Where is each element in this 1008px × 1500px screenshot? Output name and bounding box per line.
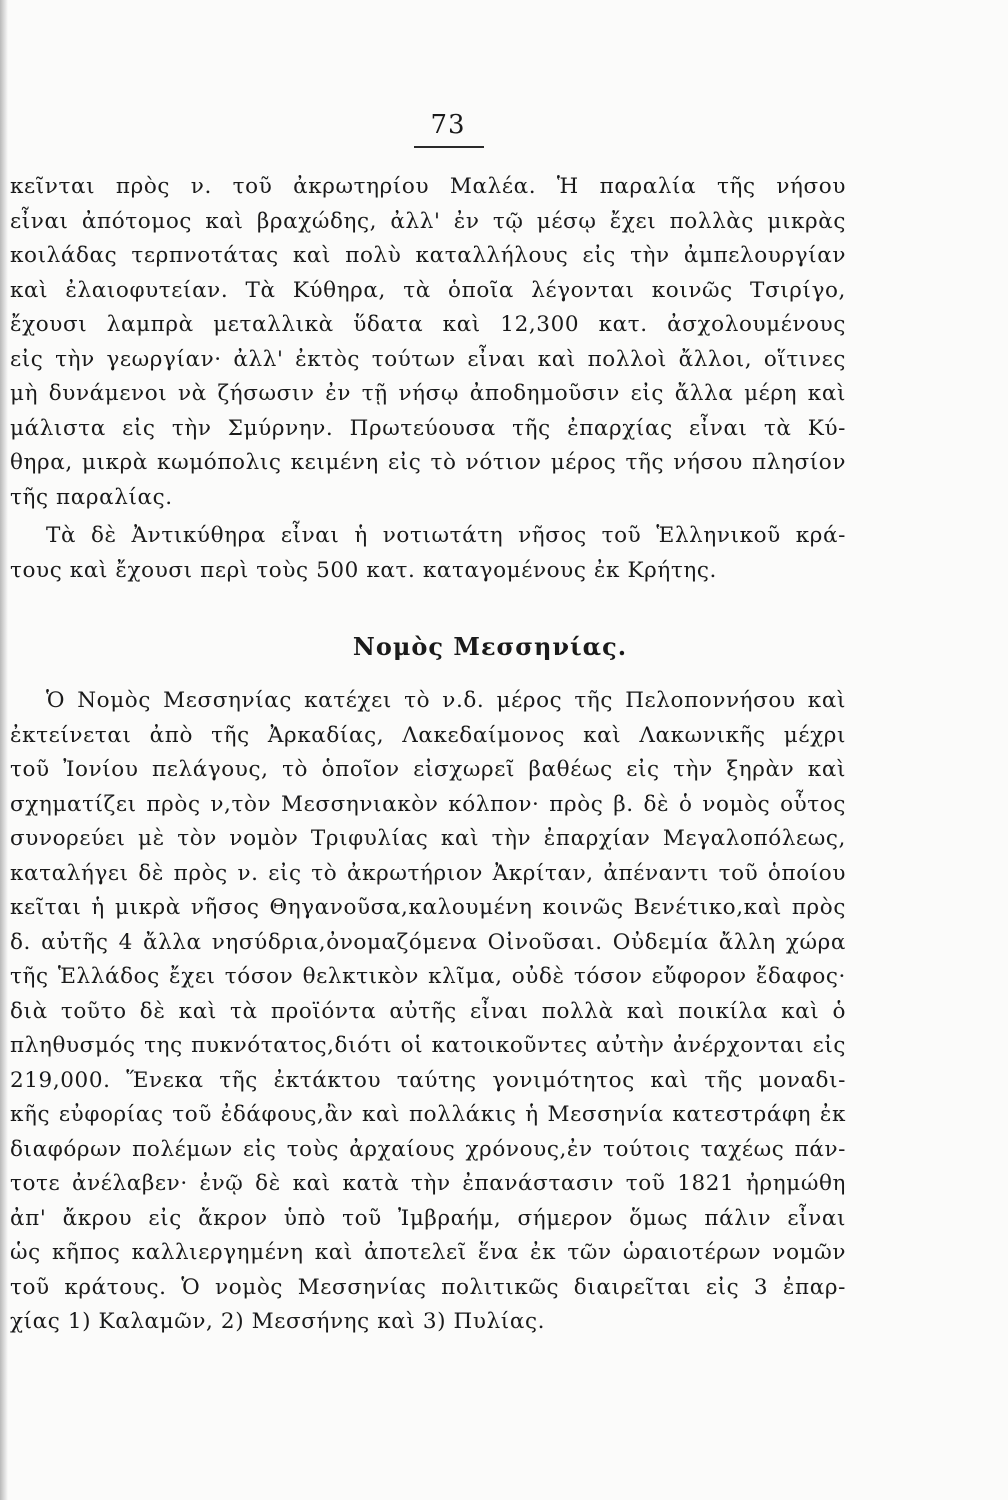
text-line: ἀπ' ἄκρου εἰς ἄκρον ὑπὸ τοῦ Ἰμβραήμ, σήμερον ὅμως πάλιν εἶναι — [10, 1205, 846, 1231]
text-line: κῆς εὐφορίας τοῦ ἐδάφους,ἂν καὶ πολλάκις ἡ Μεσσηνία κατεστράφη ἐκ — [10, 1102, 846, 1127]
text-line: καὶ ἐλαιοφυτείαν. Τὰ Κύθηρα, τὰ ὁποῖα λέγονται κοινῶς Τσιρίγο, — [10, 277, 846, 303]
text-line: δ. αὐτῆς 4 ἄλλα νησύδρια,ὀνομαζόμενα Οἰνοῦσαι. Οὐδεμία ἄλλη χώρα — [10, 929, 846, 955]
text-line: ἐκτείνεται ἀπὸ τῆς Ἀρκαδίας, Λακεδαίμονος καὶ Λακωνικῆς μέχρι — [10, 722, 846, 748]
paragraph-messinia — [10, 684, 846, 1340]
text-line: κεῖνται πρὸς ν. τοῦ ἀκρωτηρίου Μαλέα. Ἡ παραλία τῆς νήσου — [10, 174, 846, 199]
text-line: 219,000. Ἕνεκα τῆς ἐκτάκτου ταύτης γονιμότητος καὶ τῆς μοναδι- — [10, 1067, 846, 1093]
text-line: τῆς Ἑλλάδος ἔχει τόσον θελκτικὸν κλῖμα, οὐδὲ τόσον εὔφορον ἔδαφος· — [10, 964, 846, 989]
text-line: κοιλάδας τερπνοτάτας καὶ πολὺ καταλλήλους εἰς τὴν ἀμπελουργίαν — [10, 243, 846, 268]
section-heading: Νομὸς Μεσσηνίας. — [352, 632, 628, 661]
text-line: διὰ τοῦτο δὲ καὶ τὰ προϊόντα αὐτῆς εἶναι πολλὰ καὶ ποικίλα καὶ ὁ — [10, 998, 846, 1024]
text-line: τοῦ Ἰονίου πελάγους, τὸ ὁποῖον εἰσχωρεῖ βαθέως εἰς τὴν ξηρὰν καὶ — [10, 757, 846, 782]
text-line: μάλιστα εἰς τὴν Σμύρνην. Πρωτεύουσα τῆς ἐπαρχίας εἶναι τὰ Κύ- — [10, 415, 846, 441]
text-line: πληθυσμός της πυκνότατος,διότι οἱ κατοικοῦντες αὐτὴν ἀνέρχονται εἰς — [10, 1033, 846, 1058]
text-line: κεῖται ἡ μικρὰ νῆσος Θηγανοῦσα,καλουμένη κοινῶς Βενέτικο,καὶ πρὸς — [10, 895, 846, 920]
text-line: τῆς παραλίας. — [10, 484, 173, 510]
text-line: διαφόρων πολέμων εἰς τοὺς ἀρχαίους χρόνους,ἐν τούτοις ταχέως πάν- — [10, 1136, 846, 1162]
text-line: τοτε ἀνέλαβεν· ἐνῷ δὲ καὶ κατὰ τὴν ἐπανάστασιν τοῦ 1821 ἠρημώθη — [10, 1171, 846, 1196]
text-line: Ὁ Νομὸς Μεσσηνίας κατέχει τὸ ν.δ. μέρος τῆς Πελοποννήσου καὶ — [46, 688, 846, 713]
text-line: εἰς τὴν γεωργίαν· ἀλλ' ἐκτὸς τούτων εἶναι καὶ πολλοὶ ἄλλοι, οἵτινες — [10, 346, 846, 372]
text-line: θηρα, μικρὰ κωμόπολις κειμένη εἰς τὸ νότιον μέρος τῆς νήσου πλησίον — [10, 450, 846, 475]
text-line: Τὰ δὲ Ἀντικύθηρα εἶναι ἡ νοτιωτάτη νῆσος τοῦ Ἑλληνικοῦ κρά- — [46, 523, 846, 548]
text-line: εἶναι ἀπότομος καὶ βραχώδης, ἀλλ' ἐν τῷ μέσῳ ἔχει πολλὰς μικρὰς — [10, 208, 846, 234]
text-line: συνορεύει μὲ τὸν νομὸν Τριφυλίας καὶ τὴν ἐπαρχίαν Μεγαλοπόλεως, — [10, 826, 846, 851]
text-line: τους καὶ ἔχουσι περὶ τοὺς 500 κατ. καταγομένους ἐκ Κρήτης. — [10, 557, 717, 583]
text-line: σχηματίζει πρὸς ν,τὸν Μεσσηνιακὸν κόλπον· πρὸς β. δὲ ὁ νομὸς οὗτος — [10, 791, 846, 817]
text-line: χίας 1) Καλαμῶν, 2) Μεσσήνης καὶ 3) Πυλίας. — [10, 1309, 546, 1334]
text-line: καταλήγει δὲ πρὸς ν. εἰς τὸ ἀκρωτήριον Ἀκρίταν, ἀπέναντι τοῦ ὁποίου — [10, 860, 846, 886]
paragraph-antikythera — [10, 519, 846, 588]
page-number-rule — [414, 146, 484, 148]
text-line: ἔχουσι λαμπρὰ μεταλλικὰ ὕδατα καὶ 12,300 κατ. ἀσχολουμένους — [10, 312, 846, 337]
text-line: τοῦ κράτους. Ὁ νομὸς Μεσσηνίας πολιτικῶς διαιρεῖται εἰς 3 ἐπαρ- — [10, 1274, 846, 1300]
text-line: μὴ δυνάμενοι νὰ ζήσωσιν ἐν τῇ νήσῳ ἀποδημοῦσιν εἰς ἄλλα μέρη καὶ — [10, 381, 846, 406]
text-line: ὡς κῆπος καλλιεργημένη καὶ ἀποτελεῖ ἕνα ἐκ τῶν ὡραιοτέρων νομῶν — [10, 1240, 846, 1265]
page-edge-shadow — [0, 0, 8, 1500]
page-number: 73 — [430, 110, 466, 140]
paragraph-kythera — [10, 170, 846, 515]
